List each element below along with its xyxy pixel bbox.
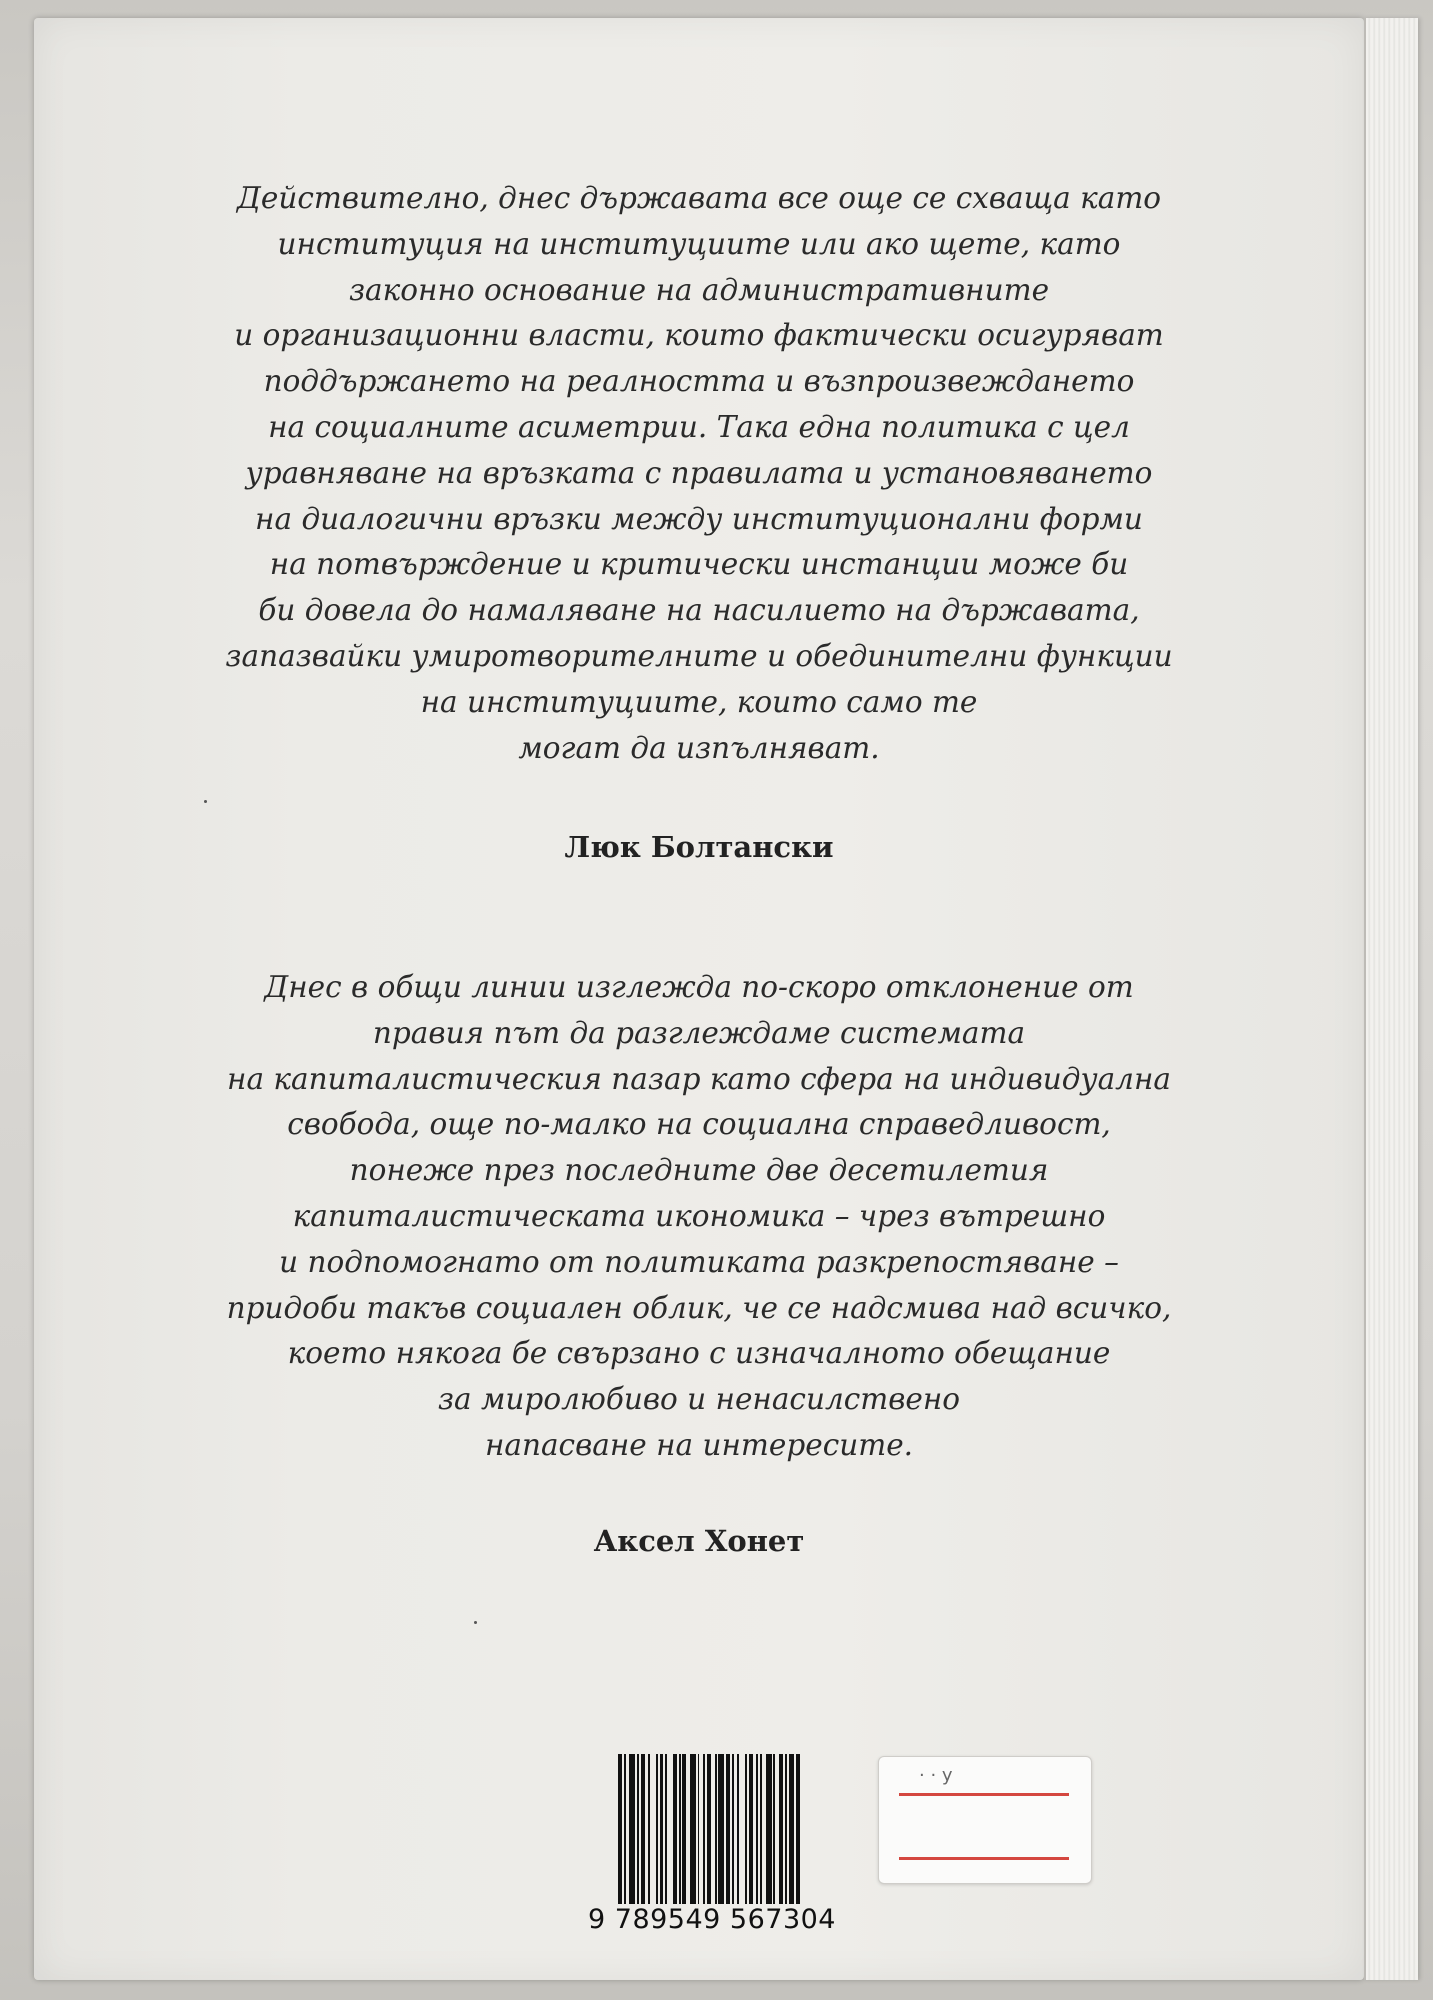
- quote-line: законно основание на административните: [348, 272, 1050, 307]
- quote-line: Днес в общи линии изглежда по-скоро отклонение от: [264, 970, 1134, 1004]
- quote-line: и подпомогнато от политиката разкрепостяване –: [279, 1244, 1119, 1279]
- quote-line: могат да изпълняват.: [518, 730, 880, 765]
- barcode-bars: [618, 1754, 858, 1904]
- quote-line: на капиталистическия пазар като сфера на индивидуална: [227, 1061, 1171, 1096]
- quote-line: и организационни власти, които фактически осигуряват: [234, 318, 1164, 353]
- quote-author-boltanski: Люк Болтански: [564, 830, 834, 864]
- quote-line: което някога бе свързано с изначалното обещание: [287, 1336, 1111, 1371]
- sticker-red-line: [899, 1857, 1069, 1860]
- quote-line: свобода, още по-малко на социална справедливост,: [287, 1107, 1111, 1142]
- quote-line: поддържането на реалността и възпроизвеждането: [263, 364, 1135, 399]
- barcode-number: 9 789549 567304: [588, 1904, 836, 1935]
- barcode-bar: [800, 1754, 802, 1904]
- quote-line: за миролюбиво и ненасилствено: [437, 1382, 961, 1417]
- quote-line: на институциите, които само те: [420, 684, 978, 719]
- quote-line: придоби такъв социален облик, че се надсмива над всичко,: [226, 1290, 1172, 1325]
- quote-line: Действително, днес държавата все още се схваща като: [236, 181, 1162, 215]
- quote-line: на социалните асиметрии. Така една политика с цел: [268, 409, 1130, 444]
- price-sticker: [878, 1756, 1092, 1884]
- quote-line: правия път да разглеждаме системата: [372, 1015, 1026, 1050]
- quote-line: би довела до намаляване на насилието на държавата,: [258, 593, 1140, 628]
- isbn-barcode: [588, 1748, 860, 1938]
- quote-line: понеже през последните две десетилетия: [349, 1153, 1049, 1188]
- sticker-mark: · · у: [919, 1765, 953, 1786]
- quote-line: запазвайки умиротворителните и обединителни функции: [225, 638, 1173, 673]
- quote-line: напасване на интересите.: [484, 1427, 914, 1462]
- speck: [474, 1621, 477, 1624]
- quote-honneth: [34, 965, 1364, 1469]
- sticker-red-line: [899, 1793, 1069, 1796]
- quote-line: на потвърждение и критически инстанции може би: [269, 547, 1129, 582]
- quote-line: на диалогични връзки между институционални форми: [255, 501, 1143, 536]
- speck: [204, 800, 207, 803]
- quote-line: капиталистическата икономика – чрез вътрешно: [292, 1198, 1106, 1233]
- quote-author-honneth: Аксел Хонет: [593, 1524, 805, 1558]
- book-page-edges: [1364, 18, 1418, 1980]
- quote-boltanski: [34, 176, 1364, 771]
- quote-line: институция на институциите или ако щете, като: [277, 226, 1121, 261]
- quote-line: уравняване на връзката с правилата и установяването: [245, 455, 1153, 490]
